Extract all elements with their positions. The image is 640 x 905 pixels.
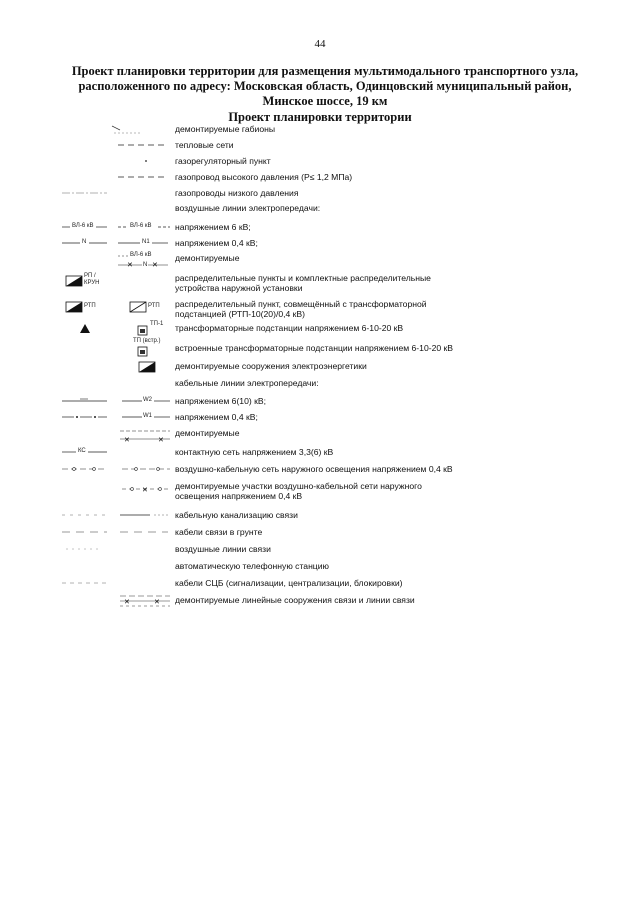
demolished-lighting-network-symbol [122,484,170,494]
document-subtitle: Проект планировки территории [228,110,412,124]
legend-text: кабели СЦБ (сигнализации, централизации, блокировки) [175,578,403,588]
line-label: N [82,239,87,245]
legend-text: газопроводы низкого давления [175,188,299,198]
line-label: N1 [142,239,150,245]
cable-duct-alt-symbol [120,510,168,520]
legend-text: напряжением 6(10) кВ; [175,396,266,406]
line-label: ВЛ-6 кВ [130,223,152,229]
legend-text: напряжением 6 кВ; [175,222,251,232]
legend-text: газопровод высокого давления (P≤ 1,2 МПа) [175,172,353,182]
svg-text:✕: ✕ [158,436,164,444]
line-label: W1 [143,413,152,419]
legend-text: распределительные пункты и комплектные распределительные устройства наружной установки [175,273,431,293]
legend-text: демонтируемые габионы [175,124,276,134]
svg-text:✕: ✕ [152,261,158,269]
legend-text: тепловые сети [175,140,234,150]
symbol-label: ТП (встр.) [133,338,161,344]
lighting-network-alt-symbol [122,464,170,474]
legend-text: кабельную канализацию связи [175,510,298,520]
lighting-network-symbol [62,464,107,474]
cable-line-04kv-symbol [62,412,107,422]
document-title: Проект планировки территории для размещения мультимодального транспортного узла, расположенного по адресу: Московская область, Одинцовский муниципальный район, Минское шоссе, 19 км [71,64,579,108]
symbol-label: РТП [84,303,96,309]
legend-text: воздушно-кабельную сеть наружного освещения напряжением 0,4 кВ [175,464,453,474]
line-label: КС [78,448,86,454]
demolished-comm-structures-symbol [120,593,170,611]
svg-text:✕: ✕ [154,598,160,606]
svg-text:✕: ✕ [142,486,148,494]
legend-text: контактную сеть напряжением 3,3(6) кВ [175,447,334,457]
legend-text: кабели связи в грунте [175,527,263,537]
demolished-cable-line-symbol [120,428,170,444]
cable-duct-symbol [62,510,107,520]
legend-text: демонтируемые линейные сооружения связи и линии связи [175,595,415,605]
demolished-power-facility-symbol [139,362,155,372]
line-label: W2 [143,397,152,403]
overhead-comm-line-symbol [66,544,98,554]
page-number: 44 [314,38,326,50]
ground-cable-symbol [62,527,107,537]
low-pressure-gas-pipeline-symbol [62,188,107,198]
legend-text: воздушные линии электропередачи: [175,203,321,213]
line-label: N [143,262,148,268]
cable-line-6-10kv-symbol [62,396,107,406]
transformer-substation-alt-symbol [138,326,147,335]
symbol-label: РТП [148,303,160,309]
legend-text: кабельные линии электропередачи: [175,378,319,388]
demolished-gabions-symbol [110,124,150,138]
transformer-substation-symbol [80,324,90,334]
symbol-label: РП / КРУН [84,273,100,286]
gas-regulator-point-symbol [143,158,149,164]
legend-text: воздушные линии связи [175,544,271,554]
legend-text: распределительный пункт, совмещённый с трансформаторной подстанцией (РТП-10(20)/0,4 кВ) [175,299,427,319]
legend-text: демонтируемые сооружения электроэнергетики [175,361,367,371]
ground-cable-alt-symbol [120,527,168,537]
legend-text: автоматическую телефонную станцию [175,561,329,571]
built-in-substation-symbol [138,347,147,356]
legend-text: демонтируемые [175,253,240,263]
legend-text: напряжением 0,4 кВ; [175,238,258,248]
heating-network-symbol [118,140,168,150]
svg-text:✕: ✕ [124,436,130,444]
legend-text: встроенные трансформаторные подстанции напряжением 6-10-20 кВ [175,343,454,353]
svg-text:✕: ✕ [127,261,133,269]
rtp-filled-symbol [66,302,82,312]
symbol-label: ТП-1 [150,321,164,327]
line-label: ВЛ-6 кВ [130,252,152,258]
legend-text: напряжением 0,4 кВ; [175,412,258,422]
legend-text: демонтируемые участки воздушно-кабельной сети наружного освещения напряжением 0,4 кВ [175,481,422,501]
rtp-outline-symbol [130,302,146,312]
signaling-cable-symbol [62,578,107,588]
distribution-point-symbol [66,276,82,286]
legend-text: демонтируемые [175,428,240,438]
legend-text: трансформаторные подстанции напряжением 6-10-20 кВ [175,323,404,333]
svg-text:✕: ✕ [124,598,130,606]
legend-text: газорегуляторный пункт [175,156,271,166]
high-pressure-gas-pipeline-symbol [118,172,168,182]
line-label: ВЛ-6 кВ [72,223,94,229]
